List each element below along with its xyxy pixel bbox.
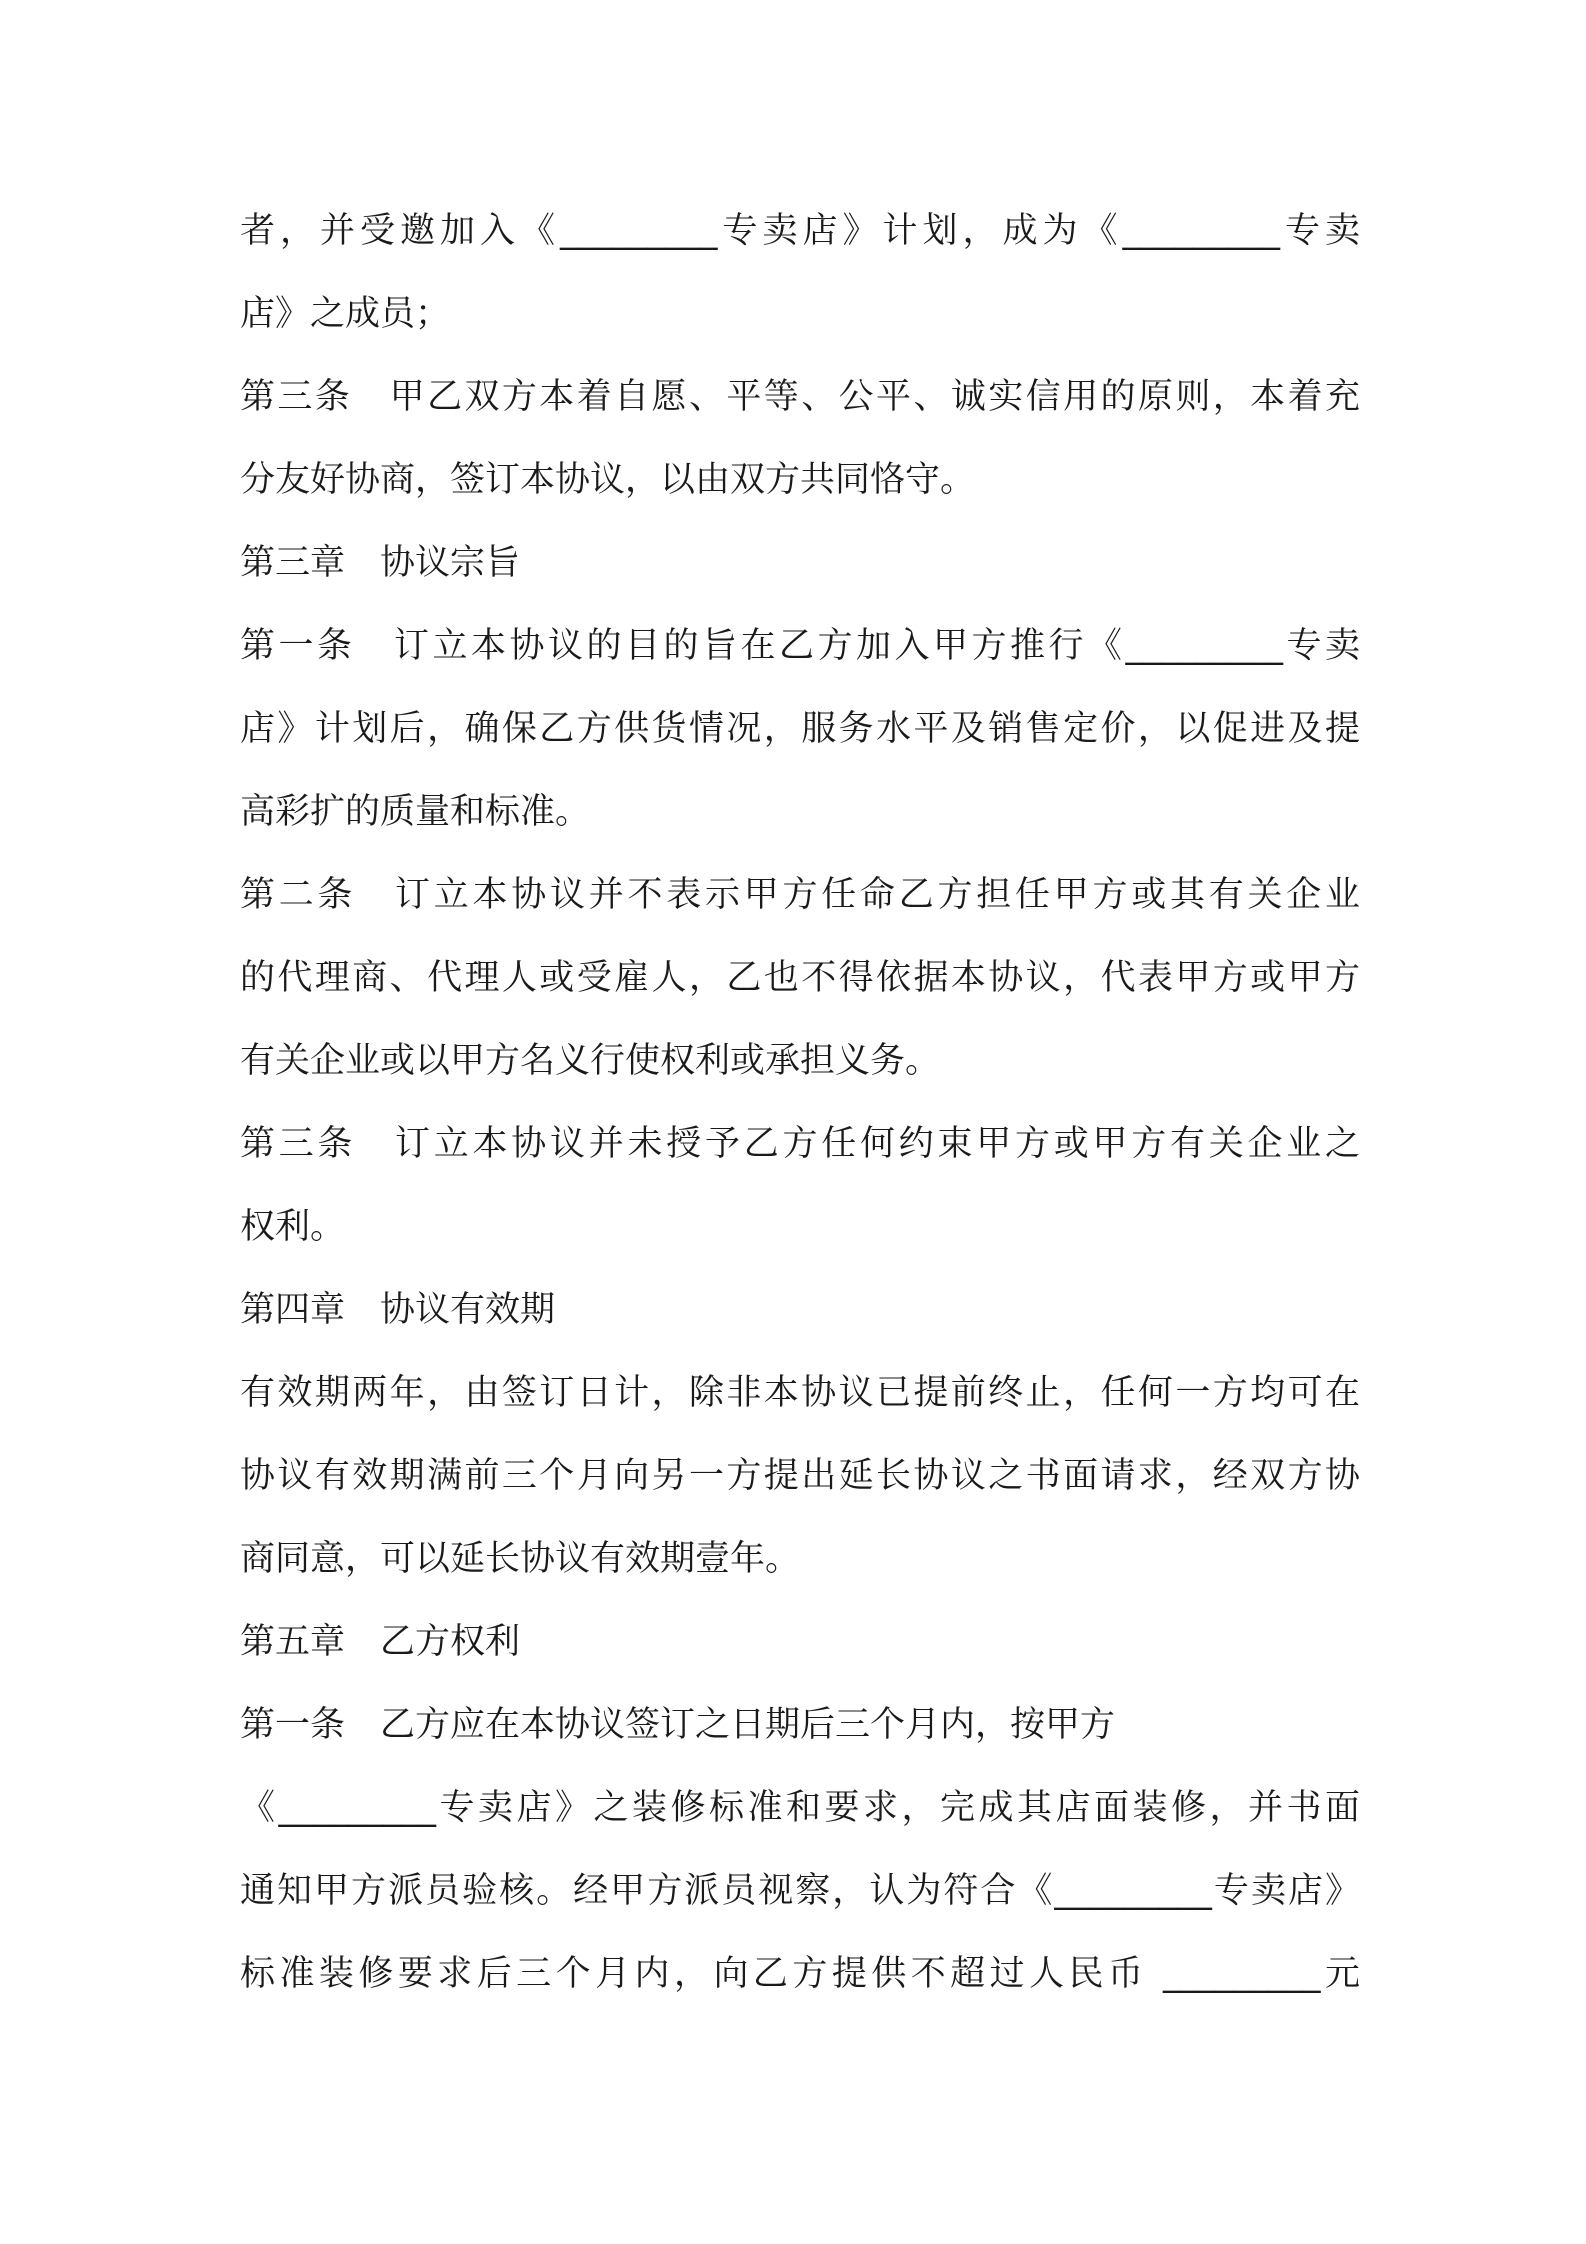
- text-line-8: 高彩扩的质量和标准。: [240, 792, 591, 832]
- document-body: [240, 190, 1360, 2016]
- text-line-17: 商同意，可以延长协议有效期壹年。: [240, 1539, 801, 1579]
- text-line-11: 有关企业或以甲方名义行使权利或承担义务。: [240, 1041, 941, 1081]
- text-line-9: 第二条 订立本协议并不表示甲方任命乙方担任甲方或其有关企业: [240, 875, 1360, 915]
- text-line-13: 权利。: [240, 1207, 346, 1247]
- text-line-16: 协议有效期满前三个月向另一方提出延长协议之书面请求，经双方协: [240, 1456, 1360, 1496]
- text-line-10: 的代理商、代理人或受雇人，乙也不得依据本协议，代表甲方或甲方: [240, 958, 1360, 998]
- chapter-heading-4: 第四章 协议有效期: [240, 1290, 556, 1330]
- text-line-2: 店》之成员；: [240, 294, 451, 334]
- text-line-12: 第三条 订立本协议并未授予乙方任何约束甲方或甲方有关企业之: [240, 1124, 1360, 1164]
- text-line-3: 第三条 甲乙双方本着自愿、平等、公平、诚实信用的原则，本着充: [240, 377, 1360, 417]
- text-line-1: 者，并受邀加入《_________专卖店》计划，成为《_________专卖: [240, 211, 1360, 251]
- text-line-19: 第一条 乙方应在本协议签订之日期后三个月内，按甲方: [240, 1705, 1116, 1745]
- text-line-15: 有效期两年，由签订日计，除非本协议已提前终止，任何一方均可在: [240, 1373, 1360, 1413]
- text-line-6: 第一条 订立本协议的目的旨在乙方加入甲方推行《_________专卖: [240, 626, 1360, 666]
- text-line-22: 标准装修要求后三个月内，向乙方提供不超过人民币 _________元: [240, 1954, 1360, 1994]
- text-line-4: 分友好协商，签订本协议，以由双方共同恪守。: [240, 460, 976, 500]
- text-line-7: 店》计划后，确保乙方供货情况，服务水平及销售定价，以促进及提: [240, 709, 1360, 749]
- text-line-20: 《_________专卖店》之装修标准和要求，完成其店面装修，并书面: [240, 1788, 1360, 1828]
- text-line-21: 通知甲方派员验核。经甲方派员视察，认为符合《_________专卖店》: [240, 1871, 1360, 1911]
- chapter-heading-3: 第三章 协议宗旨: [240, 543, 521, 583]
- chapter-heading-5: 第五章 乙方权利: [240, 1622, 521, 1662]
